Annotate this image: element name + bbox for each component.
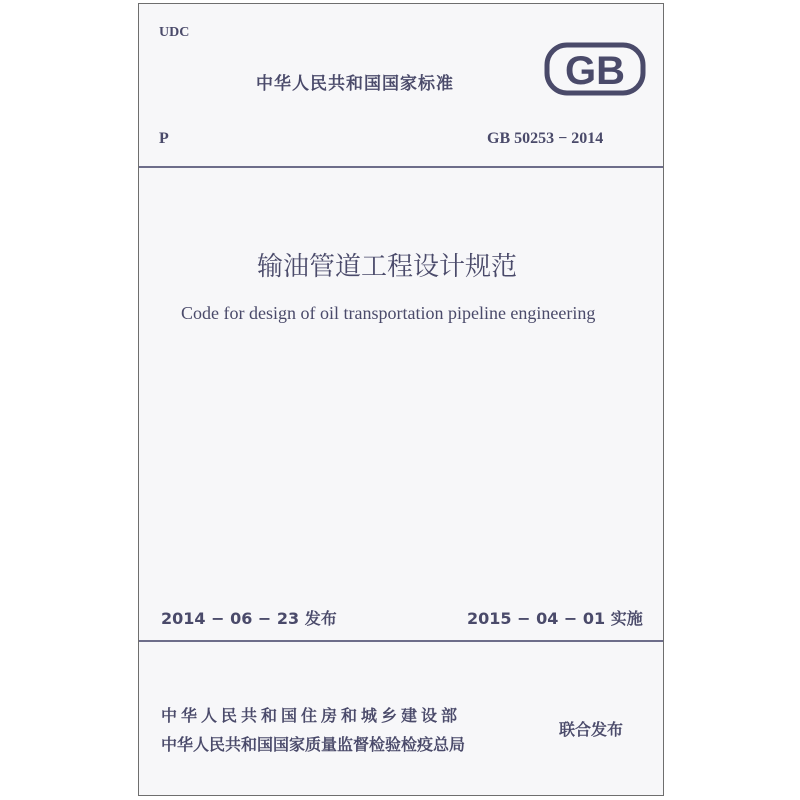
standard-number: GB 50253 − 2014: [487, 130, 604, 147]
gb-logo-text: GB: [565, 49, 625, 93]
national-standard-label: 中华人民共和国国家标准: [256, 74, 454, 94]
footer-divider: [139, 640, 663, 642]
header-divider: [139, 166, 663, 168]
title-chinese: 输油管道工程设计规范: [257, 252, 518, 282]
issue-date: 2014 − 06 − 23 发布: [161, 609, 337, 628]
implementation-date: 2015 − 04 − 01 实施: [467, 609, 643, 628]
udc-label: UDC: [159, 25, 190, 40]
document-cover: [138, 3, 664, 796]
title-english: Code for design of oil transportation pipeline engineering: [181, 303, 596, 323]
gb-logo-icon: [544, 42, 646, 96]
classification-label: P: [159, 130, 169, 147]
publisher-aqsiq: 中华人民共和国国家质量监督检验检疫总局: [161, 735, 466, 754]
joint-release-label: 联合发布: [559, 720, 624, 739]
publisher-ministry-housing: 中华人民共和国住房和城乡建设部: [161, 706, 462, 725]
